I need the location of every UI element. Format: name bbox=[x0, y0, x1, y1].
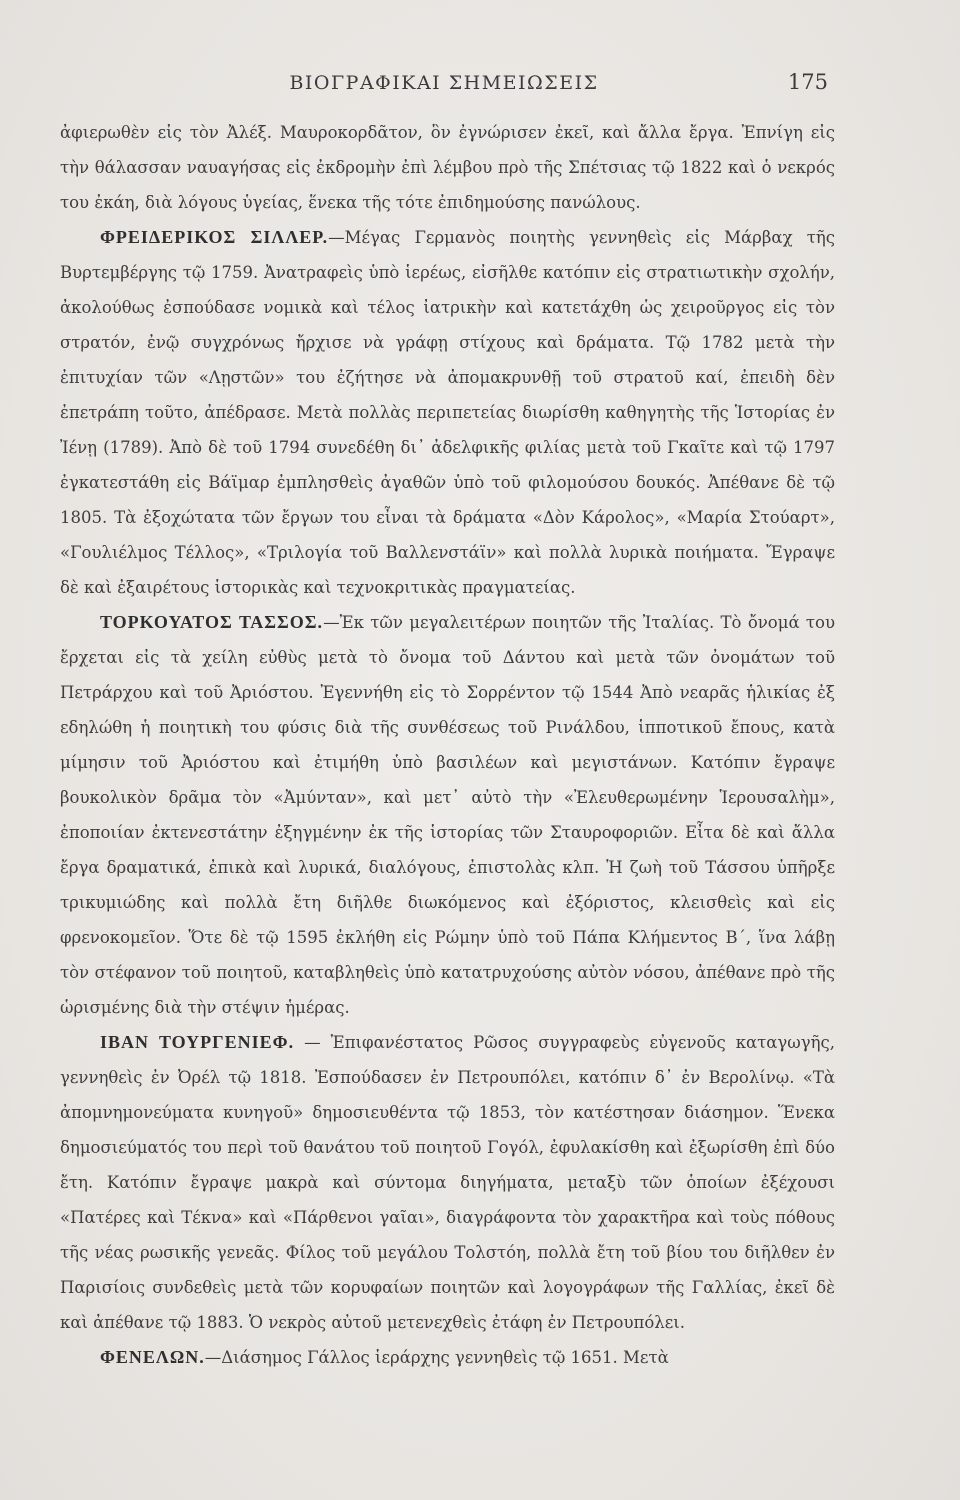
entry-name: ΤΟΡΚΟΥΑΤΟΣ ΤΑΣΣΟΣ. bbox=[100, 612, 324, 632]
entry-text: —Ἐκ τῶν μεγαλειτέρων ποιητῶν τῆς Ἰταλίας. Τὸ ὄνομά του ἔρχεται εἰς τὰ χείλη εὐθὺς μετὰ τὸ ὄνομα τοῦ Δάντου καὶ μετὰ τῶν ὀνομάτων τοῦ Πετράρχου καὶ τοῦ Ἀριόστου. Ἐγεννήθη εἰς τὸ Σορρέντον τῷ 1544 Ἀπὸ νεαρᾶς ἡλικίας ἐξ εδηλώθη ἡ ποιητικὴ του φύσις διὰ τῆς συνθέσεως τοῦ Ρινάλδου, ἱπποτικοῦ ἔπους, κατὰ μίμησιν τοῦ Ἀριόστου καὶ ἐτιμήθη ὑπὸ βασιλέων καὶ μεγιστάνων. Κατόπιν ἔγραψε βουκολικὸν δρᾶμα τὸν «Ἀμύνταν», καὶ μετ᾽ αὐτὸ τὴν «Ἐλευθερωμένην Ἱερουσαλὴμ», ἐποποιίαν ἐκτενεστάτην ἐξηγμένην ἐκ τῆς ἱστορίας τῶν Σταυροφοριῶν. Εἶτα δὲ καὶ ἄλλα ἔργα δραματικά, ἐπικὰ καὶ λυρικά, διαλόγους, ἐπιστολὰς κλπ. Ἡ ζωὴ τοῦ Τάσσου ὑπῆρξε τρικυμιώδης καὶ πολλὰ ἔτη διῆλθε διωκόμενος καὶ ἐξόριστος, κλεισθεὶς καὶ εἰς φρενοκομεῖον. Ὅτε δὲ τῷ 1595 ἐκλήθη εἰς Ρώμην ὑπὸ τοῦ Πάπα Κλήμεντος Β´, ἵνα λάβῃ τὸν στέφανον τοῦ ποιητοῦ, καταβληθεὶς ὑπὸ κατατρυχούσης αὐτὸν νόσου, ἀπέθανε πρὸ τῆς ὡρισμένης διὰ τὴν στέψιν ἡμέρας. bbox=[60, 613, 836, 1017]
entry-text: — Ἐπιφανέστατος Ρῶσος συγγραφεὺς εὐγενοῦς καταγωγῆς, γεννηθεὶς ἐν Ὀρέλ τῷ 1818. Ἐσπούδασεν ἐν Πετρουπόλει, κατόπιν δ᾽ ἐν Βερολίνῳ. «Τὰ ἀπομνημονεύματα κυνηγοῦ» δημοσιευθέντα τῷ 1853, τὸν κατέστησαν διάσημον. Ἕνεκα δημοσιεύματός του περὶ τοῦ θανάτου τοῦ ποιητοῦ Γογόλ, ἐφυλακίσθη καὶ ἐξωρίσθη ἐπὶ δύο ἔτη. Κατόπιν ἔγραψε μακρὰ καὶ σύντομα διηγήματα, μεταξὺ τῶν ὁποίων ἐξέχουσι «Πατέρες καὶ Τέκνα» καὶ «Πάρθενοι γαῖαι», διαγράφοντα τὸν χαρακτῆρα καὶ τοὺς πόθους τῆς νέας ρωσικῆς γενεᾶς. Φίλος τοῦ μεγάλου Τολστόη, πολλὰ ἔτη τοῦ βίου του διῆλθεν ἐν Παρισίοις συνδεθεὶς μετὰ τῶν κορυφαίων ποιητῶν καὶ λογογράφων τῆς Γαλλίας, ἐκεῖ δὲ καὶ ἀπέθανε τῷ 1883. Ὁ νεκρὸς αὐτοῦ μετενεχθεὶς ἐτάφη ἐν Πετρουπόλει. bbox=[60, 1033, 835, 1332]
running-title: ΒΙΟΓΡΑΦΙΚΑΙ ΣΗΜΕΙΩΣΕΙΣ bbox=[289, 72, 599, 94]
entry-tasso bbox=[60, 605, 835, 1025]
entry-continuation bbox=[60, 115, 835, 220]
entry-fenelon bbox=[60, 1340, 835, 1375]
entry-text: ἀφιερωθὲν εἰς τὸν Ἀλέξ. Μαυροκορδᾶτον, ὃν ἐγνώρισεν ἐκεῖ, καὶ ἄλλα ἔργα. Ἐπνίγη εἰς τὴν θάλασσαν ναυαγήσας εἰς ἐκδρομὴν ἐπὶ λέμβου πρὸ τῆς Σπέτσιας τῷ 1822 καὶ ὁ νεκρός του ἐκάη, διὰ λόγους ὑγείας, ἕνεκα τῆς τότε ἐπιδημούσης πανώλους. bbox=[60, 123, 835, 212]
entry-name: ΦΡΕΙΔΕΡΙΚΟΣ ΣΙΛΛΕΡ. bbox=[100, 227, 329, 247]
page-number: 175 bbox=[787, 70, 828, 94]
entry-text: —Μέγας Γερμανὸς ποιητὴς γεννηθεὶς εἰς Μάρβαχ τῆς Βυρτεμβέργης τῷ 1759. Ἀνατραφεὶς ὑπὸ ἱερέως, εἰσῆλθε κατόπιν εἰς στρατιωτικὴν σχολήν, ἀκολούθως ἐσπούδασε νομικὰ καὶ τέλος ἰατρικὴν καὶ κατετάχθη ὡς χειροῦργος εἰς τὸν στρατόν, ἐνῷ συγχρόνως ἤρχισε νὰ γράφῃ στίχους καὶ δράματα. Τῷ 1782 μετὰ τὴν ἐπιτυχίαν τῶν «Λῃστῶν» του ἐζήτησε νὰ ἀπομακρυνθῇ τοῦ στρατοῦ καί, ἐπειδὴ δὲν ἐπετράπη τοῦτο, ἀπέδρασε. Μετὰ πολλὰς περιπετείας διωρίσθη καθηγητὴς τῆς Ἱστορίας ἐν Ἰένῃ (1789). Ἀπὸ δὲ τοῦ 1794 συνεδέθη δι᾽ ἀδελφικῆς φιλίας μετὰ τοῦ Γκαῖτε καὶ τῷ 1797 ἐγκατεστάθη εἰς Βάϊμαρ ἐμπλησθεὶς ἀγαθῶν ὑπὸ τοῦ φιλομούσου δουκός. Ἀπέθανε δὲ τῷ 1805. Τὰ ἐξοχώτατα τῶν ἔργων του εἶναι τὰ δράματα «Δὸν Κάρολος», «Μαρία Στούαρτ», «Γουλιέλμος Τέλλος», «Τριλογία τοῦ Βαλλενστάϊν» καὶ πολλὰ λυρικὰ ποιήματα. Ἔγραψε δὲ καὶ ἐξαιρέτους ἱστορικὰς καὶ τεχνοκριτικὰς πραγματείας. bbox=[60, 228, 835, 597]
entry-name: ΙΒΑΝ ΤΟΥΡΓΕΝΙΕΦ. bbox=[100, 1032, 295, 1052]
entry-turgenev bbox=[60, 1025, 835, 1340]
entry-text: —Διάσημος Γάλλος ἱεράρχης γεννηθεὶς τῷ 1651. Μετὰ bbox=[204, 1348, 669, 1367]
entry-name: ΦΕΝΕΛΩΝ. bbox=[100, 1347, 205, 1367]
page-header bbox=[60, 72, 828, 102]
body-text bbox=[60, 115, 835, 1375]
entry-schiller bbox=[60, 220, 835, 605]
